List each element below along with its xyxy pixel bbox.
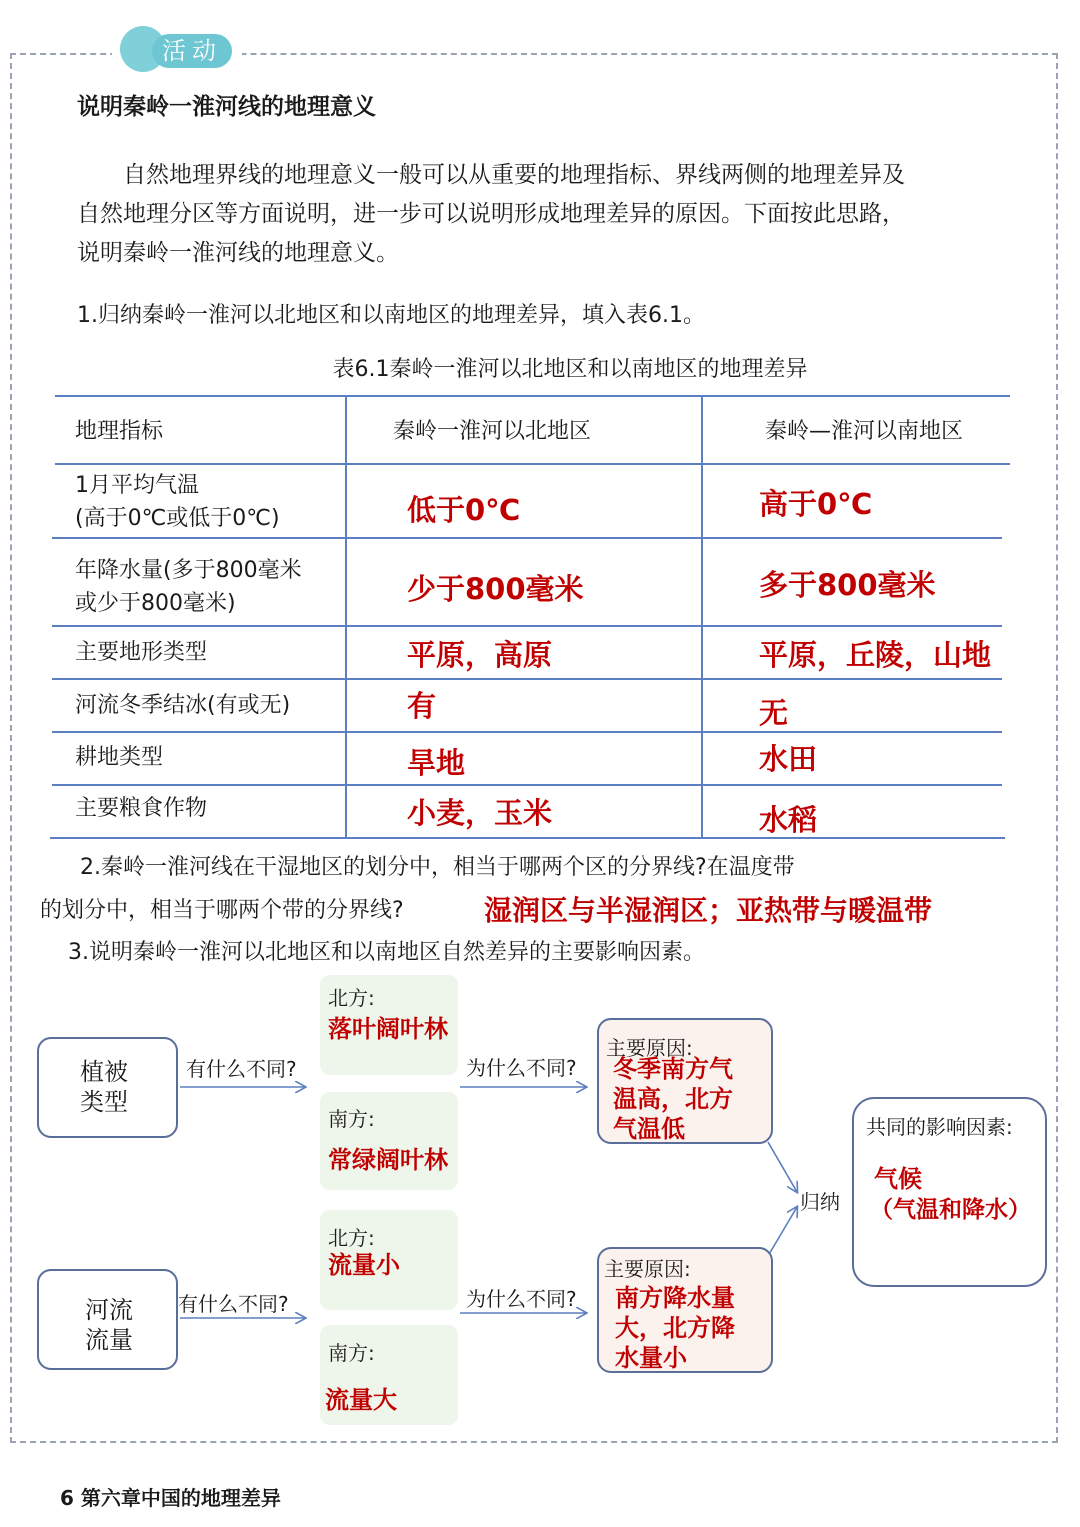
indicator-line: 或少于800毫米) [75, 591, 236, 616]
question-1: 1.归纳秦岭一淮河以北地区和以南地区的地理差异，填入表6.1。 [77, 303, 705, 328]
river-north-value: 流量小 [328, 1251, 400, 1279]
intro-line-2: 自然地理分区等方面说明，进一步可以说明形成地理差异的原因。下面按此思路， [77, 201, 905, 227]
river-label [40, 1295, 178, 1355]
vegetation-south-value: 常绿阔叶林 [328, 1146, 448, 1174]
common-factor-detail: （气温和降水） [870, 1197, 1031, 1223]
vegetation-north-label: 北方: [328, 986, 375, 1010]
south-answer: 无 [759, 696, 789, 730]
vegetation-ask-diff: 有什么不同? [186, 1057, 297, 1081]
vegetation-north-value: 落叶阔叶林 [328, 1015, 448, 1043]
north-answer: 小麦，玉米 [407, 796, 553, 830]
river-south-value: 流量大 [325, 1386, 397, 1414]
header-south: 秦岭—淮河以南地区 [765, 419, 964, 444]
table-caption: 表6.1秦岭一淮河以北地区和以南地区的地理差异 [332, 357, 808, 382]
river-north-label: 北方: [328, 1226, 375, 1250]
indicator-cell: 河流冬季结冰(有或无) [75, 693, 291, 718]
intro-line-3: 说明秦岭一淮河线的地理意义。 [77, 240, 399, 266]
south-answer: 水稻 [759, 803, 818, 837]
vegetation-label-line: 植被 [80, 1058, 128, 1086]
arrow-line [768, 1207, 797, 1256]
header-indicator: 地理指标 [75, 419, 164, 444]
reason-line: 水量小 [615, 1344, 687, 1372]
river-label-line: 流量 [85, 1326, 133, 1354]
reason-line: 冬季南方气 [613, 1055, 733, 1083]
summarize-label: 归纳 [800, 1190, 840, 1214]
river-reason-label: 主要原因: [604, 1257, 691, 1281]
question-2-answer: 湿润区与半湿润区；亚热带与暖温带 [484, 894, 933, 927]
north-answer: 旱地 [407, 746, 466, 780]
south-answer: 平原，丘陵，山地 [759, 638, 992, 672]
river-ask-diff: 有什么不同? [178, 1292, 289, 1316]
activity-title: 说明秦岭一淮河线的地理意义 [77, 94, 376, 120]
river-south-label: 南方: [328, 1341, 375, 1365]
vegetation-label-line: 类型 [80, 1088, 128, 1116]
common-factor-label: 共同的影响因素: [866, 1115, 1013, 1139]
indicator-line: 年降水量(多于800毫米 [75, 558, 302, 583]
vegetation-reason-value [613, 1054, 733, 1144]
south-answer: 水田 [759, 742, 818, 776]
question-2-line-1: 2.秦岭一淮河线在干湿地区的划分中，相当于哪两个区的分界线?在温度带 [80, 855, 795, 880]
south-answer: 高于0℃ [759, 487, 873, 521]
reason-line: 大，北方降 [615, 1314, 735, 1342]
river-reason-value [615, 1283, 735, 1373]
river-label-line: 河流 [85, 1296, 133, 1324]
indicator-line: (高于0℃或低于0℃) [75, 506, 280, 531]
north-answer: 少于800毫米 [407, 572, 584, 606]
reason-line: 气温低 [613, 1115, 685, 1143]
question-3: 3.说明秦岭一淮河以北地区和以南地区自然差异的主要影响因素。 [68, 940, 705, 965]
vegetation-ask-why: 为什么不同? [466, 1056, 577, 1080]
river-ask-why: 为什么不同? [466, 1287, 577, 1311]
vegetation-reason-label: 主要原因: [606, 1036, 693, 1060]
vegetation-south-label: 南方: [328, 1107, 375, 1131]
common-factor-value: 气候 [874, 1165, 922, 1193]
north-answer: 有 [407, 689, 437, 723]
header-north: 秦岭一淮河以北地区 [393, 419, 592, 444]
arrow-line [768, 1142, 797, 1192]
indicator-cell: 主要粮食作物 [75, 796, 208, 821]
activity-label: 活动 [152, 34, 232, 68]
reason-line: 南方降水量 [615, 1284, 735, 1312]
vegetation-label [37, 1057, 171, 1117]
question-2-line-2: 的划分中，相当于哪两个带的分界线? [40, 898, 404, 923]
south-answer: 多于800毫米 [759, 568, 936, 602]
indicator-line: 1月平均气温 [75, 473, 199, 498]
reason-line: 温高，北方 [613, 1085, 733, 1113]
page-footer: 6 第六章中国的地理差异 [60, 1486, 281, 1510]
north-answer: 低于0℃ [407, 493, 521, 527]
intro-line-1: 自然地理界线的地理意义一般可以从重要的地理指标、界线两侧的地理差异及 [123, 162, 905, 188]
north-answer: 平原，高原 [407, 638, 553, 672]
indicator-cell: 耕地类型 [75, 745, 164, 770]
indicator-cell: 主要地形类型 [75, 640, 208, 665]
